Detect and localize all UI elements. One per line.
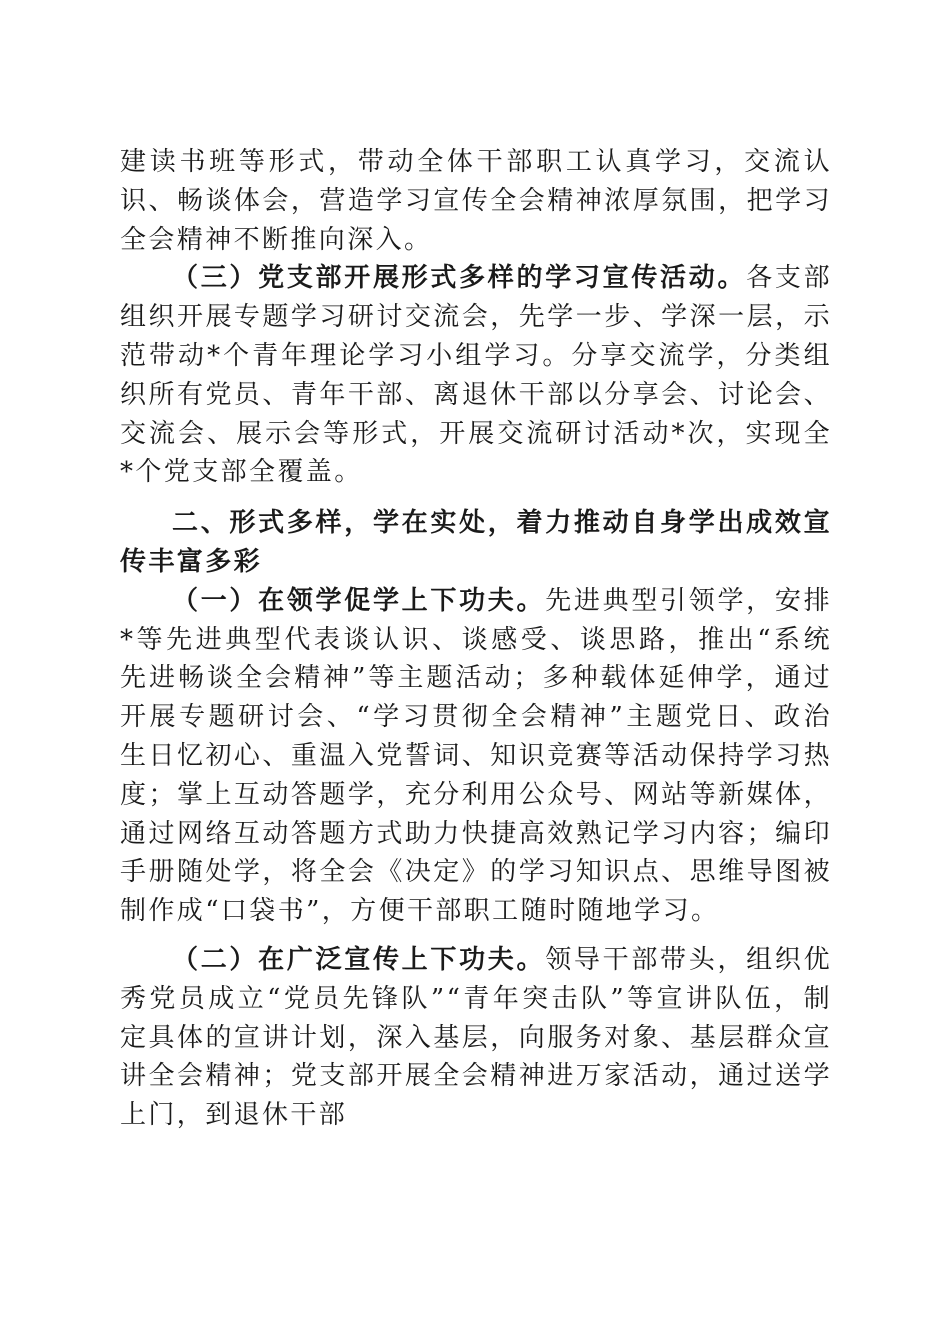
section-heading: 二、形式多样，学在实处，着力推动自身学出成效宣传丰富多彩 — [120, 508, 832, 577]
paragraph-body: 各支部组织开展专题学习研讨交流会，先学一步、学深一层，示范带动*个青年理论学习小组学习。分享交流学，分类组织所有党员、青年干部、离退休干部以分享会、讨论会、交流会、展示会等形式，开展交流研讨活动*次，实现全*个党支部全覆盖。 — [120, 263, 832, 488]
paragraph-subsection-2 — [120, 941, 832, 1135]
paragraph-section-3 — [120, 259, 832, 492]
paragraph-body: 建读书班等形式，带动全体干部职工认真学习，交流认识、畅谈体会，营造学习宣传全会精神浓厚氛围，把学习全会精神不断推向深入。 — [120, 147, 832, 255]
paragraph-body: 先进典型引领学，安排*等先进典型代表谈认识、谈感受、谈思路，推出“系统先进畅谈全会精神”等主题活动；多种载体延伸学，通过开展专题研讨会、“学习贯彻全会精神”主题党日、政治生日忆初心、重温入党誓词、知识竞赛等活动保持学习热度；掌上互动答题学，充分利用公众号、网站等新媒体，通过网络互动答题方式助力快捷高效熟记学习内容；编印手册随处学，将全会《决定》的学习知识点、思维导图被制作成“口袋书”，方便干部职工随时随地学习。 — [120, 585, 832, 927]
paragraph-lead: （二）在广泛宣传上下功夫。 — [172, 944, 546, 975]
paragraph-body: 领导干部带头，组织优秀党员成立“党员先锋队”“青年突击队”等宣讲队伍，制定具体的宣讲计划，深入基层，向服务对象、基层群众宣讲全会精神；党支部开展全会精神进万家活动，通过送学上门，到退休干部 — [120, 944, 832, 1131]
document-body — [120, 143, 832, 1135]
paragraph-continuation — [120, 143, 832, 259]
paragraph-lead: （一）在领学促学上下功夫。 — [172, 585, 546, 616]
paragraph-subsection-1 — [120, 582, 832, 931]
paragraph-lead: （三）党支部开展形式多样的学习宣传活动。 — [172, 263, 747, 294]
